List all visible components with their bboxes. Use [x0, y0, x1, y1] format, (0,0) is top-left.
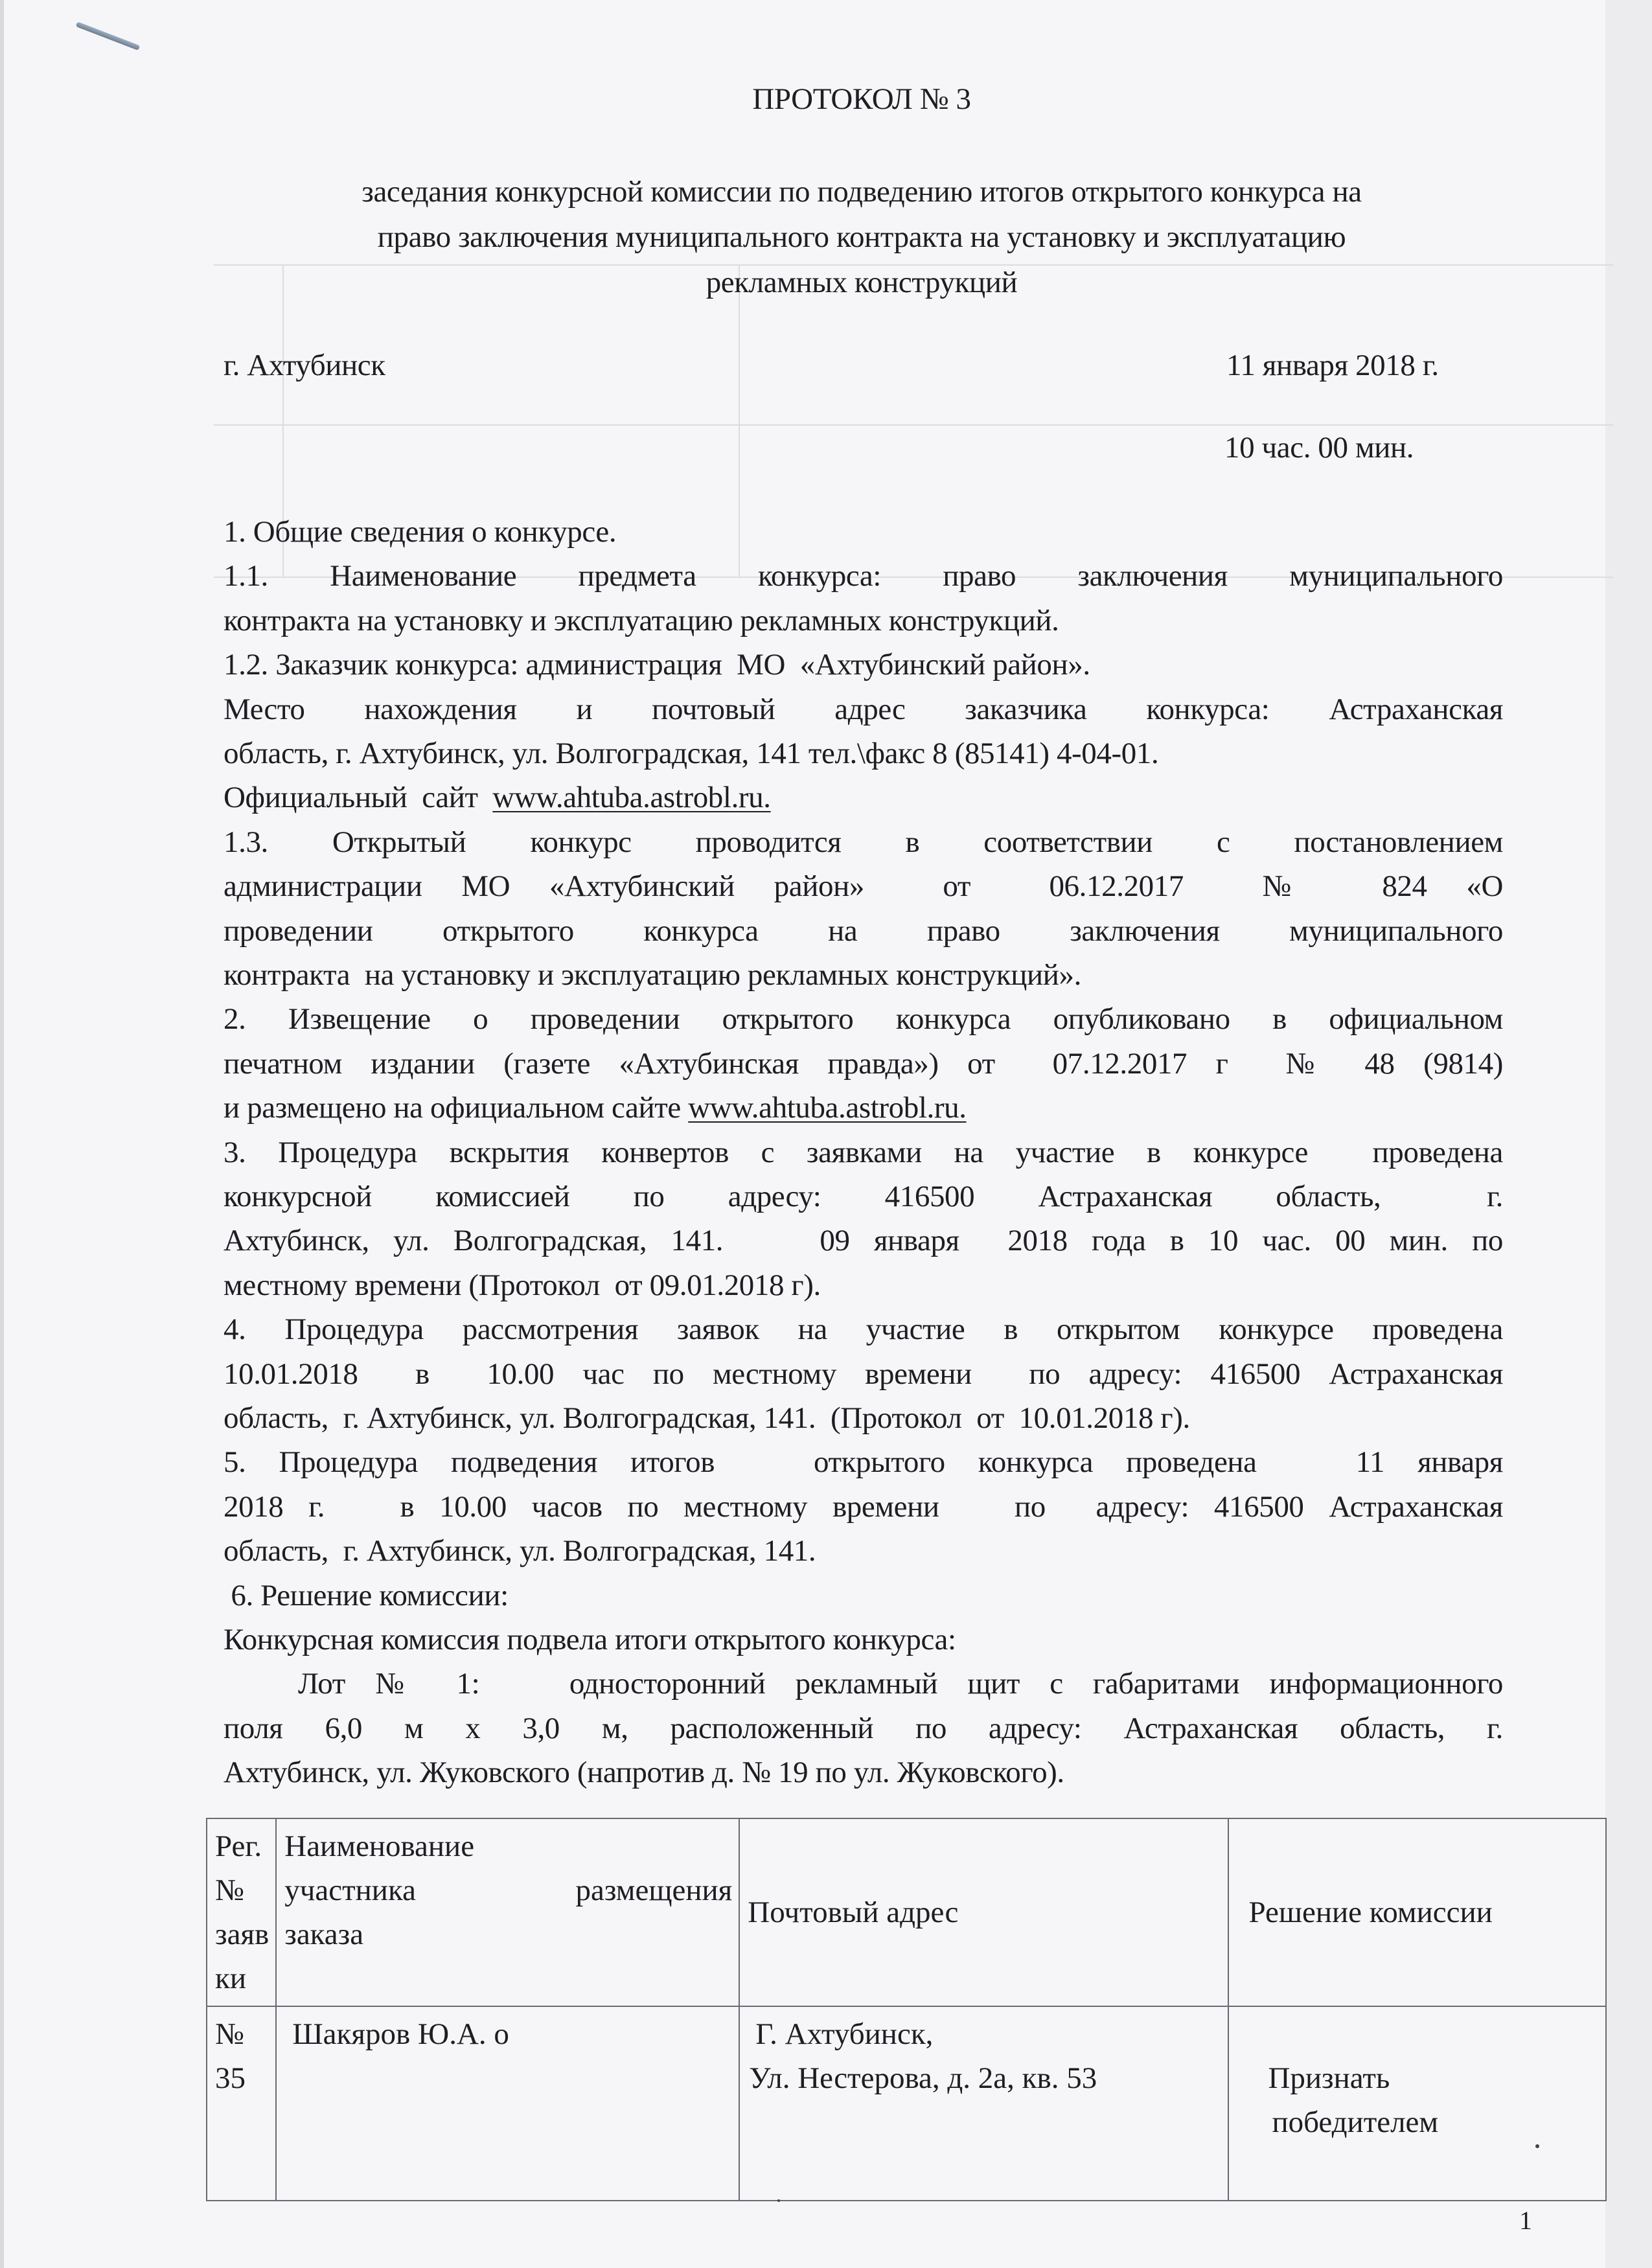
body-line-text: 1.3. Открытый конкурс проводится в соответствии с постановлением	[224, 825, 1503, 859]
body-line-text: Ахтубинск, ул. Волгоградская, 141. 09 января 2018 года в 10 час. 00 мин. по	[224, 1224, 1503, 1257]
body-line-text: 10.01.2018 в 10.00 час по местному времени по адресу: 416500 Астраханская	[224, 1357, 1503, 1391]
body-line-text: администрации МО «Ахтубинский район» от 06.12.2017 № 824 «О	[224, 869, 1503, 903]
body-line-text: Ахтубинск, ул. Жуковского (напротив д. № 19 по ул. Жуковского).	[224, 1756, 1064, 1789]
results-table	[206, 1818, 1607, 2201]
body-line	[224, 1577, 1503, 1614]
body-line	[224, 1001, 1503, 1037]
cell-postal-address: Г. Ахтубинск, Ул. Нестерова, д. 2а, кв. 53	[739, 2006, 1228, 2201]
body-line	[224, 1400, 1503, 1436]
body-line	[224, 1710, 1503, 1747]
body-line-text: 6. Решение комиссии:	[224, 1579, 509, 1612]
body-line-text: и размещено на официальном сайте	[224, 1091, 689, 1125]
body-line	[224, 1178, 1503, 1215]
body-line	[224, 1621, 1503, 1658]
body-line	[298, 1666, 1503, 1702]
body-line	[224, 1267, 1503, 1303]
body-line	[224, 647, 1503, 683]
page-number: 1	[1519, 2206, 1532, 2235]
body-line-text: контракта на установку и эксплуатацию рекламных конструкций.	[224, 604, 1059, 637]
scan-left-shadow	[0, 0, 4, 2268]
document-title: ПРОТОКОЛ № 3	[752, 82, 971, 116]
body-line	[224, 558, 1503, 594]
body-line	[224, 957, 1503, 993]
header-participant-name: Наименование участника размещения заказа	[276, 1818, 739, 2006]
body-line	[224, 1134, 1503, 1171]
date: 11 января 2018 г.	[1226, 349, 1439, 382]
body-line-text: 2. Извещение о проведении открытого конкурса опубликовано в официальном	[224, 1002, 1503, 1036]
body-line	[224, 824, 1503, 860]
time: 10 час. 00 мин.	[1224, 431, 1414, 464]
body-line-text: 3. Процедура вскрытия конвертов с заявками на участие в конкурсе проведена	[224, 1136, 1503, 1169]
cell-commission-decision: Признать победителем	[1228, 2006, 1606, 2201]
header-postal-address: Почтовый адрес	[739, 1818, 1228, 2006]
body-line-text: местному времени (Протокол от 09.01.2018 г).	[224, 1268, 821, 1302]
body-line	[224, 1046, 1503, 1082]
body-line-text: 5. Процедура подведения итогов открытого конкурса проведена 11 января	[224, 1445, 1503, 1479]
scan-edge	[1605, 0, 1652, 2268]
body-line	[224, 1311, 1503, 1347]
header-commission-decision: Решение комиссии	[1228, 1818, 1606, 2006]
cell-participant-name: Шакяров Ю.А. о	[276, 2006, 739, 2201]
scan-speck	[1535, 2144, 1539, 2148]
website-link[interactable]: www.ahtuba.astrobl.ru.	[688, 1091, 967, 1125]
body-line-text: печатном издании (газете «Ахтубинская правда») от 07.12.2017 г № 48 (9814)	[224, 1047, 1503, 1081]
body-line	[224, 1754, 1503, 1791]
body-line	[224, 1222, 1503, 1259]
body-line	[224, 1356, 1503, 1392]
table-row	[207, 2006, 1606, 2201]
body-line	[224, 779, 1503, 816]
body-line-text: контракта на установку и эксплуатацию рекламных конструкций».	[224, 958, 1081, 992]
body-line	[224, 868, 1503, 904]
subtitle-line: заседания конкурсной комиссии по подведению итогов открытого конкурса на	[361, 175, 1362, 209]
body-line	[224, 691, 1503, 727]
body-line	[224, 913, 1503, 949]
subtitle-line: рекламных конструкций	[706, 266, 1018, 299]
body-line-text: 4. Процедура рассмотрения заявок на участие в открытом конкурсе проведена	[224, 1312, 1503, 1346]
body-line	[224, 1444, 1503, 1480]
body-line-text: Официальный сайт	[224, 781, 493, 814]
body-line-text: поля 6,0 м х 3,0 м, расположенный по адресу: Астраханская область, г.	[224, 1712, 1503, 1745]
body-line-text: Конкурсная комиссия подвела итоги открытого конкурса:	[224, 1623, 956, 1656]
body-line	[224, 735, 1503, 772]
body-line-text: 1. Общие сведения о конкурсе.	[224, 515, 617, 549]
body-line-text: проведении открытого конкурса на право заключения муниципального	[224, 914, 1503, 948]
table-header-row	[207, 1818, 1606, 2006]
body-line-text: область, г. Ахтубинск, ул. Волгоградская, 141 тел.\факс 8 (85141) 4-04-01.	[224, 737, 1159, 770]
body-line-text: 2018 г. в 10.00 часов по местному времени по адресу: 416500 Астраханская	[224, 1490, 1503, 1524]
subtitle-line: право заключения муниципального контракта на установку и эксплуатацию	[377, 220, 1346, 254]
header-reg-number: Рег. № заяв ки	[207, 1818, 276, 2006]
body-line	[224, 1090, 1503, 1126]
body-line-text: Место нахождения и почтовый адрес заказчика конкурса: Астраханская	[224, 693, 1503, 726]
body-line-text: 1.1. Наименование предмета конкурса: право заключения муниципального	[224, 559, 1503, 593]
body-line-text: 1.2. Заказчик конкурса: администрация МО «Ахтубинский район».	[224, 648, 1090, 682]
body-line	[224, 602, 1503, 639]
body-line	[224, 1533, 1503, 1569]
body-line-text: Лот № 1: односторонний рекламный щит с габаритами информационного	[298, 1667, 1503, 1701]
website-link[interactable]: www.ahtuba.astrobl.ru.	[492, 781, 771, 814]
city: г. Ахтубинск	[224, 349, 385, 382]
body-line	[224, 1489, 1503, 1525]
body-line-text: область, г. Ахтубинск, ул. Волгоградская, 141. (Протокол от 10.01.2018 г).	[224, 1401, 1190, 1435]
body-line	[224, 514, 1503, 550]
body-line-text: конкурсной комиссией по адресу: 416500 Астраханская область, г.	[224, 1180, 1503, 1213]
scan-speck	[777, 2199, 780, 2202]
cell-reg-number: № 35	[207, 2006, 276, 2201]
body-line-text: область, г. Ахтубинск, ул. Волгоградская, 141.	[224, 1534, 816, 1568]
